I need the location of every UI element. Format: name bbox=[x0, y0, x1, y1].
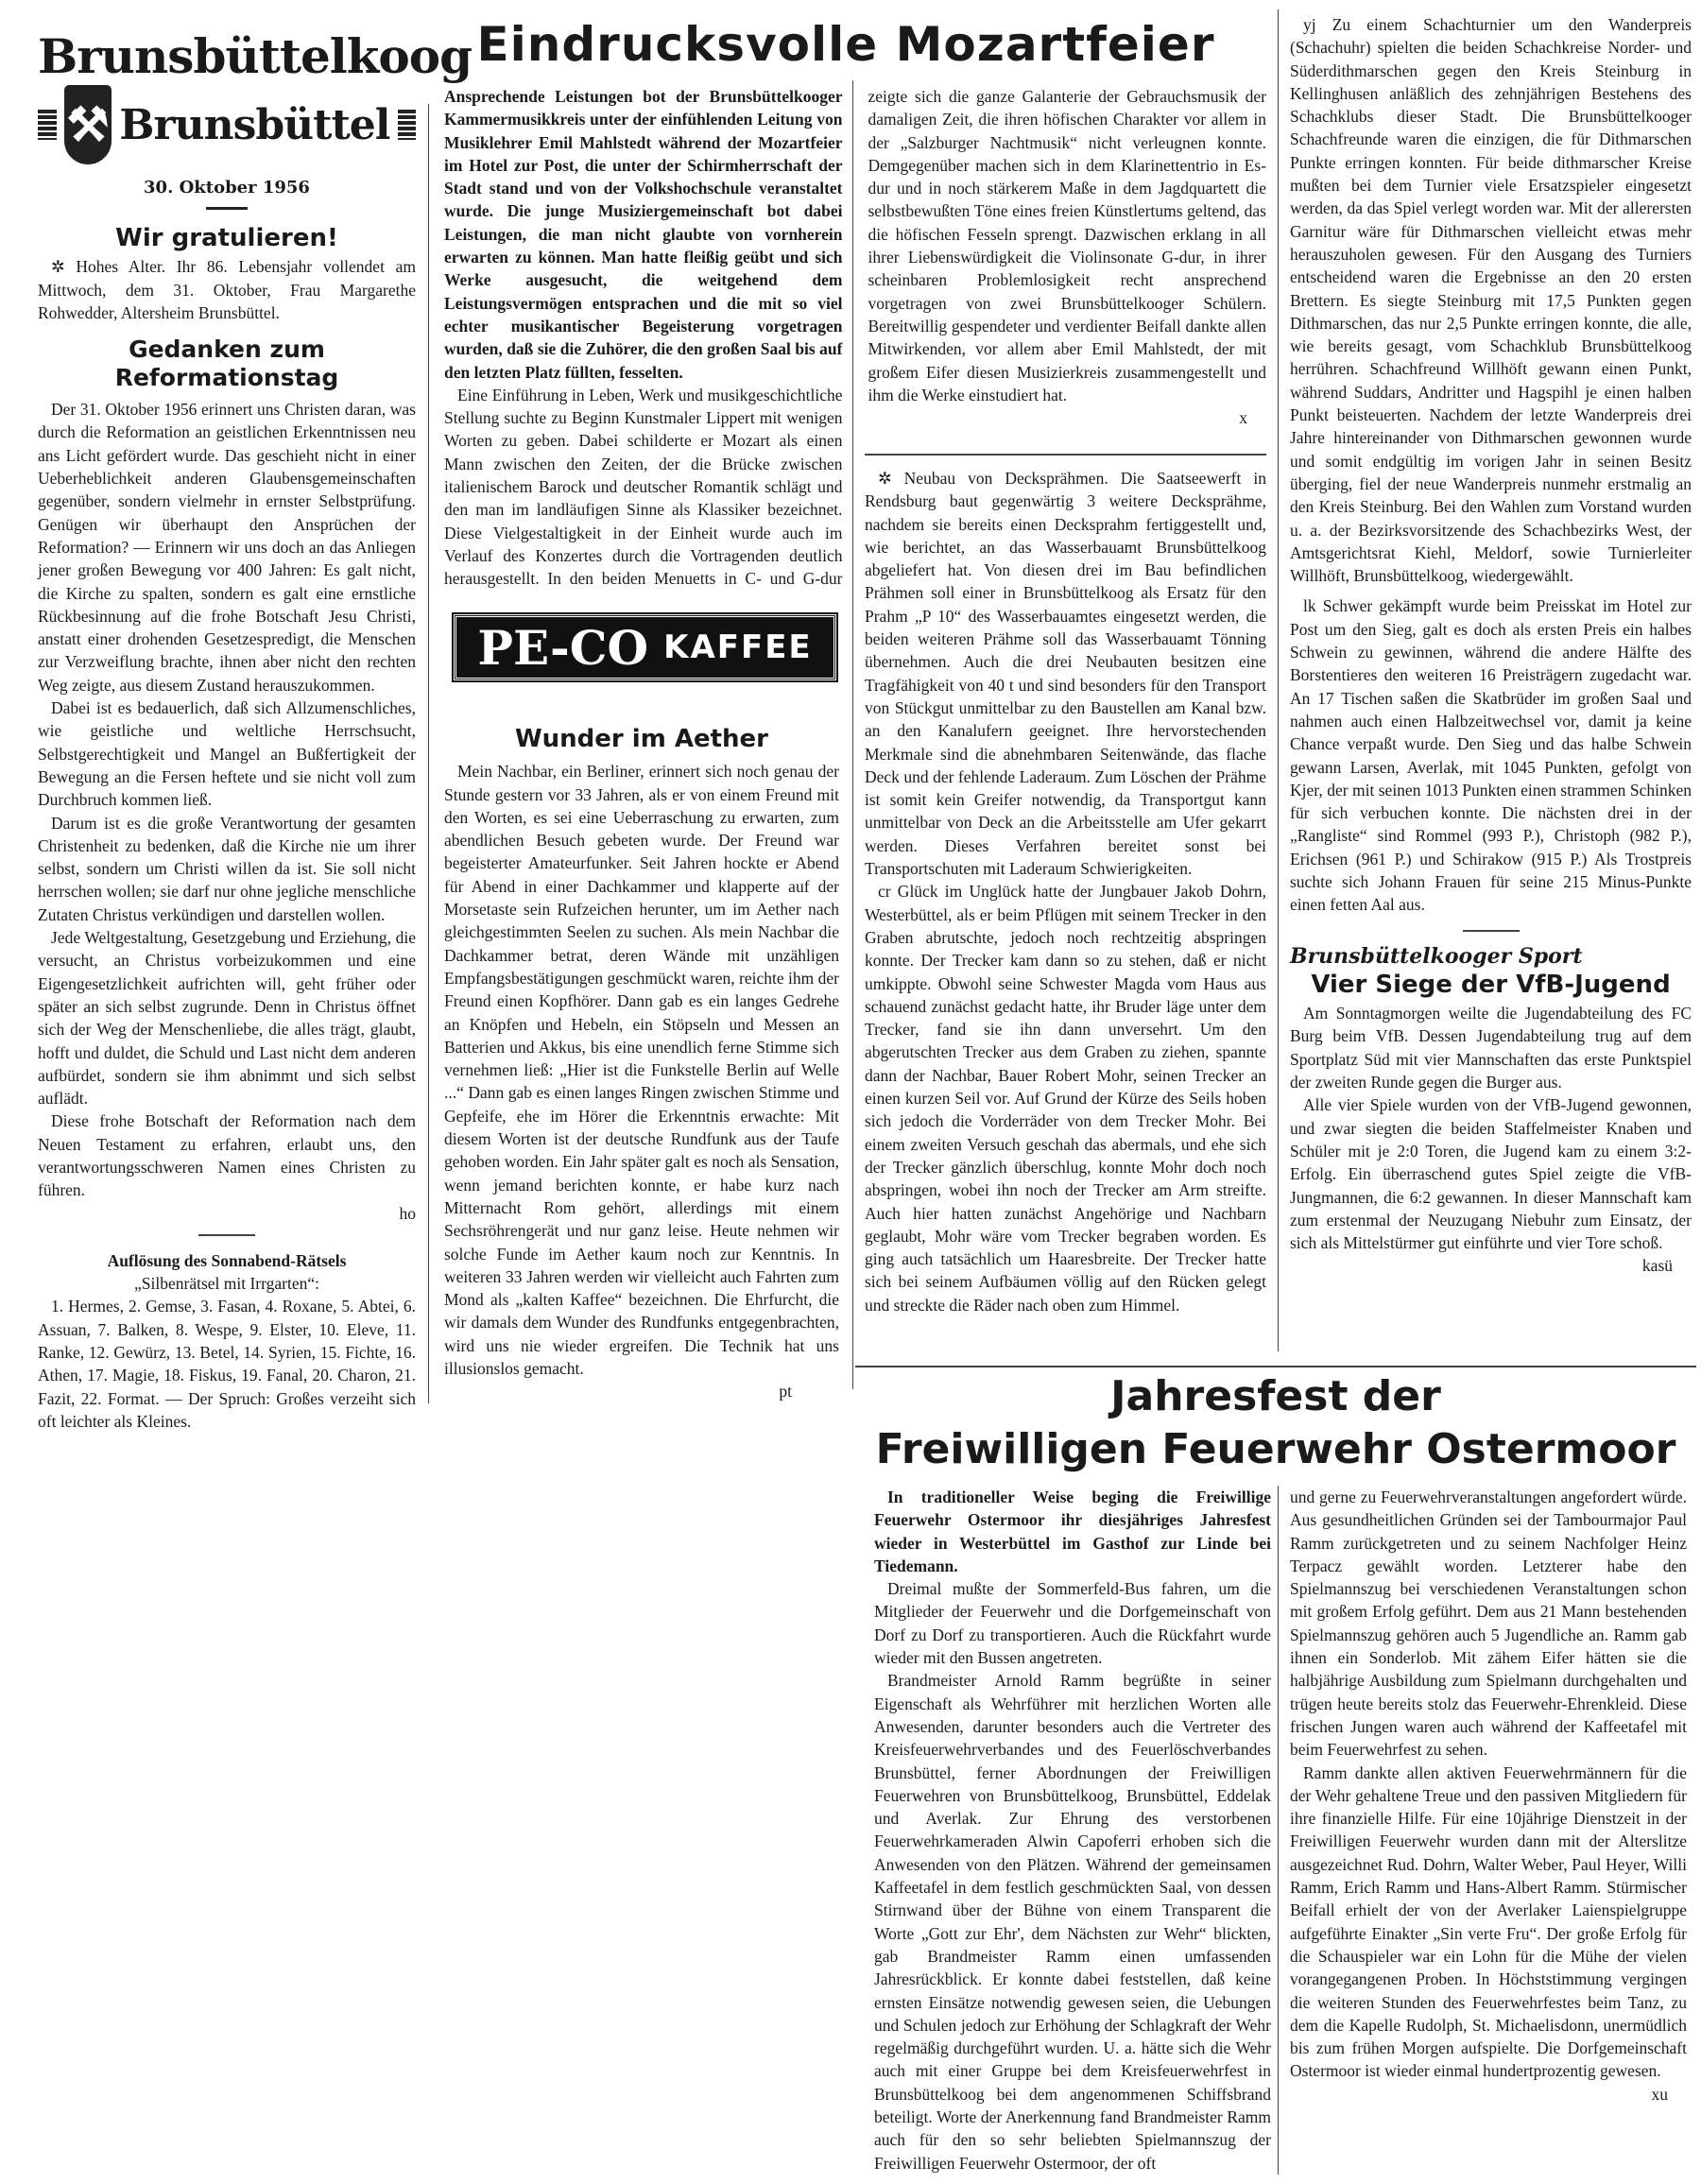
column-4 bbox=[1290, 13, 1692, 1278]
aether-paragraph: Mein Nachbar, ein Berliner, erinnert sich noch genau der Stunde gestern vor 33 Jahren, als er von einem Freund mit den Worten, es sei eine Ueberraschung zu erwarten, zum abendlichen Besuch gebeten wurde. Der Freund war begeisterter Amateurfunker. Seit Jahren hockte er Abend für Abend in einer Dachkammer und klapperte auf der Morsetaste sein Rufzeichen herunter, um im Aether nach gleichgestimmten Seelen zu suchen. Als mein Nachbar die Dachkammer betrat, deren Wände mit unzähligen Empfangsbestätigungen geschmückt waren, reichte ihm der Freund einen Kopfhörer. Dann gab es ein langes Gedrehe an Knöpfen und Hebeln, ein Stöpseln und Messen an Batterien und Akkus, bis eine unendlich ferne Stimme sich vernehmen ließ: „Hier ist die Funkstelle Berlin auf Welle ...“ Dann gab es einen langes Ringen zwischen Stimme und Gepfeife, ehe im Hörer die Erkenntnis erwachte: Mit diesem Worten ist der deutsche Rundfunk aus der Taufe gehoben worden. Ein Jahr später galt es noch als Sensation, wenn jemand berichten konnte, er habe kurz nach Mitternacht Rom gehört, allerdings mit einem Sechsröhrengerät und nur ganz leise. Heute nehmen wir solche Funde im Aether kaum noch zur Kenntnis. In weiteren 33 Jahren werden wir vielleicht auch Fahrten zum Mond als „kalten Kaffee“ bezeichnen. Die Ehrfurcht, die wir damals dem Wunder des Rundfunks entgegenbrachten, wird uns nie wieder ergreifen. Die Technik hat uns illusionslos gemacht. bbox=[444, 762, 839, 1379]
aether-article bbox=[444, 725, 839, 1403]
ribbon-left bbox=[38, 110, 57, 140]
aether-signature: pt bbox=[779, 1382, 792, 1402]
unglueck-paragraph: cr Glück im Unglück hatte der Jungbauer Jakob Dohrn, Westerbüttel, als er beim Pflügen mit seinem Trecker in den Graben abrutschte, jedoch noch rechtzeitig abspringen konnte. Der Trecker kam dann so zu stehen, daß er nicht umkippte. Obwohl seine Schwester Magda vom Haus aus schauend zunächst gedacht hatte, ihr Bruder läge unter dem Trecker, fand sie ihn dann unversehrt. Um den abgerutschten Trecker aus dem Graben zu ziehen, spannte dann der Nachbar, Bauer Robert Mohr, seinen Trecker an einen kurzen Seil vor. Auf Grund der Kürze des Seils hoben sich jedoch die Vorderräder von dem Trecker Mohr. Bei einem zweiten Versuch geschah das abermals, und ehe sich der Trecker gänzlich überschlug, konnte Mohr doch noch abspringen, wobei ihn noch der Trecker am Arm streifte. Auch hier hatten zunächst Angehörige und Nachbarn geglaubt, Mohr wäre vom Trecker begraben worden. Es ging auch tatsächlich um Haaresbreite. Der Trecker hatte sich bei seinem Aufbäumen völlig auf den Rücken gelegt und streckte die Räder nach oben zum Himmel. bbox=[865, 882, 1266, 1315]
sport-paragraph: Alle vier Spiele wurden von der VfB-Jugend gewonnen, und zwar siegten die beiden Staffelmeister Knaben und Schüler mit je 2:0 Toren, die Jugend kam zu einem 3:2-Erfolg. Ein überraschend gutes Spiel zeigte die VfB-Jungmannen, die 6:2 gewannen. In dieser Mannschaft kam zum erstenmal der Neuzugang Niebuhr zum Einsatz, der sich als Mittelstürmer gut einführte und vier Tore schoß. bbox=[1290, 1095, 1692, 1253]
aether-headline: Wunder im Aether bbox=[514, 725, 769, 753]
gratulieren-text: ✲ Hohes Alter. Ihr 86. Lebensjahr vollendet am Mittwoch, dem 31. Oktober, Frau Margarethe Rohwedder, Altersheim Brunsbüttel. bbox=[38, 257, 416, 322]
sport-signature: kasü bbox=[1641, 1256, 1673, 1276]
sport-paragraph: Am Sonntagmorgen weilte die Jugendabteilung des FC Burg beim VfB. Dessen Jugendabteilung trug auf dem Sportplatz Süd mit vier Mannschaften das erste Punktspiel der zweiten Runde gegen die Burger aus. bbox=[1290, 1004, 1692, 1092]
reformation-paragraph: Diese frohe Botschaft der Reformation nach dem Neuen Testament zu erfahren, erlaubt uns, den verantwortungsschweren Namen eines Christen zu führen. bbox=[38, 1111, 416, 1200]
masthead-subtitle: Brunsbüttel bbox=[119, 100, 390, 149]
reformation-paragraph: Dabei ist es bedauerlich, daß sich Allzumenschliches, wie geistliche und weltliche Herrschsucht, Selbstgerechtigkeit und Mangel an Bußfertigkeit der Bewegung an die Fersen heftete und sie nicht voll zum Durchbruch kommen ließ. bbox=[38, 698, 416, 810]
mozart-lead: Ansprechende Leistungen bot der Brunsbüttelkooger Kammermusikkreis unter der einfühlenden Leitung von Musiklehrer Emil Mahlstedt während der Mozartfeier im Hotel zur Post, die unter der Schirmherrschaft der Stadt stand und von der Volkshochschule veranstaltet wurde. Die junge Musiziergemeinschaft bot dabei Leistungen, die man nicht glaubte von vornherein erwarten zu können. Man hatte fleißig geübt und sich Werke ausgesucht, die weitgehend dem Leistungsvermögen entsprachen und die mit so viel echter musikantischer Begeisterung vorgetragen wurden, daß sie die Zuhörer, die den großen Saal bis auf den letzten Platz füllten, fesselten. bbox=[444, 87, 843, 382]
column-rule bbox=[428, 104, 429, 1403]
feuerwehr-paragraph: Ramm dankte allen aktiven Feuerwehrmännern für die der Wehr gehaltene Treue und den passiven Mitgliedern für ihre finanzielle Hilfe. Für eine 10jährige Dienstzeit in der Freiwilligen Feuerwehr wurden dann mit der Alterslitze ausgezeichnet Rud. Dohrn, Walter Weber, Paul Heyer, Willi Ramm, Erich Ramm und Hans-Albert Ramm. Stürmischer Beifall erhielt der von der Averlaker Laienspielgruppe aufgeführte Einakter „Sin verte Fru“. Der große Erfolg für die Schauspieler war ein Lohn für die Mühe der vielen vorangegangenen Proben. In Höchststimmung vergingen die weiteren Stunden des Feuerwehrfestes beim Tanz, zu dem die Kapelle Rudolph, St. Michaelisdonn, unermüdlich bis zum frühen Morgen aufspielte. Die Dorfgemeinschaft Ostermoor ist wieder einmal hundertprozentig gewesen. bbox=[1290, 1763, 1687, 2081]
reformation-paragraph: Darum ist es die große Verantwortung der gesamten Christenheit zu bedenken, daß die Kirche nie um ihrer selbst, sondern um Christi willen da ist. Sie soll nicht herrschen wollen; sie darf nur ohne jegliche menschliche Zutaten Christus verkündigen und darstellen wollen. bbox=[38, 813, 416, 924]
neubau-paragraph: ✲ Neubau von Decksprähmen. Die Saatseewerft in Rendsburg baut gegenwärtig 3 weitere Decksprähme, nachdem sie bereits einen Decksprahm fertiggestellt und, wie berichtet, an das Wasserbauamt Brunsbüttelkoog abgeliefert hat. Von diesen drei im Bau befindlichen Prähmen soll einer in Brunsbüttelkoog als Ersatz für den Prahm „P 10“ des Wasserbauamtes eingesetzt werden, die beiden weiteren Prähme soll das Wasserbauamt Tönning übernehmen. Auch die drei Neubauten besitzen eine Tragfähigkeit von 40 t und sind besonders für den Transport von Stückgut unmittelbar zu den Baustellen am Kanal bzw. an den Kanalufern geeignet. Ihre hervorstechenden Merkmale sind die abnehmbaren Seitenwände, das flache Deck und der fehlende Laderaum. Zum Löschen der Prähme ist somit kein Greifer notwendig, da Transportgut kann unmittelbar von Deck an die Arbeitsstelle am Ufer gekarrt werden. Dieses Verfahren bereitet sonst bei Transportschuten mit Laderaum Schwierigkeiten. bbox=[865, 469, 1266, 879]
mozart-headline: Eindrucksvolle Mozartfeier bbox=[476, 17, 1215, 72]
reformation-signature: ho bbox=[399, 1203, 416, 1223]
divider bbox=[1463, 930, 1520, 932]
mozart-paragraph: Eine Einführung in Leben, Werk und musikgeschichtliche Stellung suchte zu Beginn Kunstmaler Lippert mit wenigen Worten zu geben. Dabei schilderte er Mozart als einen Mann zwischen den Zeiten, der die Brücke zwischen italienischem Barock und deutscher Romantik schlägt und den man im landläufigen Sinne als Klassiker bezeichnet. Diese Vielgestaltigkeit in der Einheit wurde auch im Verlauf des Konzertes durch die Vortragenden deutlich herausgestellt. In den beiden Menuetts in C- und G-dur zeigte sich die ganze Galanterie der Gebrauchsmusik der damaligen Zeit, die ihren höfischen Charakter vor allem in der „Salzburger Nachtmusik“ nicht verleugnen konnte. Demgegenüber machen sich in dem Klarinettentrio in Es-dur und in noch stärkerem Maße in dem Jagdquartett die selbstbewußten Töne eines freien Künstlertums geltend, das die höfischen Fesseln sprengt. Dazwischen erklang in all ihrer Liebenswürdigkeit die Violinsonate G-dur, in ihrer scheinbaren Problemlosigkeit recht ansprechend vorgetragen von zwei Brunsbüttelkooger Schülern. Bereitwillig gespendeter und verdienter Beifall dankte allen Mitwirkenden, vor allem aber Emil Mahlstedt, der mit großem Eifer diesen Musizierkreis zusammengestellt und ihm die Werke einstudiert hat. bbox=[444, 87, 1266, 589]
schach-paragraph: yj Zu einem Schachturnier um den Wanderpreis (Schachuhr) spielten die beiden Schachkreise Norder- und Süderdithmarschen gegen den Kreis Steinburg in Kellinghusen anläßlich des zehnjährigen Bestehens des Schachklubs dieser Stadt. Die Brunsbüttelkooger Schachfreunde waren die einzigen, die für Dithmarschen Punkte erringen konnten. Für beide dithmarscher Kreise mußten bei dem Turnier viele Ersatzspieler eingesetzt werden, da das Spiel verlegt worden war. Mit der allerersten Garnitur wäre für Dithmarschen vielleicht etwas mehr herauszuholen gewesen. Für den Ausgang des Turniers entscheidend waren die Ergebnisse an den 20 ersten Brettern. Es siegte Steinburg mit 17,5 Punkten gegen Dithmarschen, das nur 2,5 Punkte erringen konnte, die alle, wie bereits gesagt, vom Schachklub Brunsbüttelkoog herrühren. Schachfreund Willhöft gewann einen Punkt, während Suddars, Andritter und Hagspihl je einen halben Punkt beisteuerten. Nachdem der letzte Wanderpreis drei Jahre hintereinander von Dithmarschen gewonnen wurde und somit endgültig im vorigen Jahr in seinen Besitz überging, fiel der neue Wanderpreis nunmehr erstmalig an den Kreis Steinburg. Bei den Wahlen zum Vorstand wurden u. a. der Bezirksvorsitzende des Schachbezirks West, der Amtsgerichtsrat Kiehl, Meldorf, sowie Turnierleiter Willhöft, Brunsbüttelkoog, wiedergewählt. bbox=[1290, 15, 1692, 586]
ad-brand: PE-CO bbox=[477, 619, 649, 676]
feuerwehr-lead: In traditioneller Weise beging die Freiwillige Feuerwehr Ostermoor ihr diesjähriges Jahresfest wieder in Westerbüttel im Gasthof zur Linde bei Tiedemann. bbox=[874, 1488, 1271, 1575]
feuerwehr-headline-line1: Jahresfest der bbox=[1110, 1372, 1441, 1420]
feuerwehr-headline-line2: Freiwilligen Feuerwehr Ostermoor bbox=[875, 1425, 1676, 1473]
masthead-title: Brunsbüttelkoog bbox=[38, 28, 472, 84]
feuerwehr-column-2 bbox=[1290, 1486, 1687, 2106]
sport-kicker: Brunsbüttelkooger Sport bbox=[1290, 943, 1583, 969]
sport-headline: Vier Siege der VfB-Jugend bbox=[1311, 970, 1671, 999]
ribbon-right bbox=[398, 110, 417, 140]
pe-co-kaffee-advertisement bbox=[454, 614, 836, 680]
feuerwehr-signature: xu bbox=[1651, 2084, 1668, 2104]
feuerwehr-paragraph: und gerne zu Feuerwehrveranstaltungen angefordert würde. Aus gesundheitlichen Gründen sei der Tambourmajor Paul Ramm zurückgetreten und zu seinem Nachfolger Heinz Terpacz gewählt worden. Letzterer habe den Spielmannszug bei verschiedenen Veranstaltungen schon mit großem Erfolg geführt. Dem aus 21 Mann bestehenden Spielmannszug gehören auch 5 Jugendliche an. Ramm gab ihnen ein Sonderlob. Mit zähem Eifer hätten sie die halbjährige Ausbildung zum Spielmann durchgehalten und trügen heute bereits stolz das Feuerwehr-Ehrenkleid. Diese frischen Jungen waren auch während der Kaffeetafel mit beim Feuerwehrfest zu sehen. bbox=[1290, 1488, 1687, 1760]
column-1 bbox=[38, 224, 416, 1433]
reformation-paragraph: Jede Weltgestaltung, Gesetzgebung und Erziehung, die versucht, an Christus vorbeizukommen und eine Eigengesetzlichkeit aufrichten will, geht früher oder später an sich selbst zugrunde. Denn in Christus öffnet sich der Weg der Menschenliebe, die alles trägt, glaubt, hofft und duldet, die Schuld und Last nicht dem anderen aufbürdet, sondern sie ihm abnimmt und sich selbst auflädt. bbox=[38, 928, 416, 1109]
column-rule bbox=[852, 80, 853, 1389]
reformation-paragraph: Der 31. Oktober 1956 erinnert uns Christen daran, was durch die Reformation an geistlichen Erkenntnissen neu ans Licht gefördert wurde. Das geschieht nicht in einer Ueberheblichkeit anderen Glaubensgemeinschaften gegenüber, sondern vielmehr in ernster Selbstprüfung. Genügen wir überhaupt den Ansprüchen der Reformation? — Erinnern wir uns doch an das Anliegen jener großen Bewegung vor 400 Jahren: Es galt nicht, die Kirche zu spalten, sondern es galt eine ernstliche Rückbesinnung auf die frohe Botschaft Jesu Christi, anstatt einer drohenden Gesetzespredigt, die Menschen zur Verzweiflung brachte, ihnen aber nicht den rechten Weg zeigte, aus diesem Zustand herauszukommen. bbox=[38, 400, 416, 695]
section-rule bbox=[855, 1366, 1696, 1367]
feuerwehr-paragraph: Dreimal mußte der Sommerfeld-Bus fahren, um die Mitglieder der Feuerwehr und die Dorfgemeinschaft von Dorf zu Dorf zu transportieren. Auch die Rückfahrt wurde wieder mit den Bussen angetreten. bbox=[874, 1579, 1271, 1668]
divider bbox=[198, 1234, 255, 1236]
issue-date: 30. Oktober 1956 bbox=[144, 178, 310, 198]
raetsel-solution: 1. Hermes, 2. Gemse, 3. Fasan, 4. Roxane, 5. Abtei, 6. Assuan, 7. Balken, 8. Wespe, 9. Elster, 10. Eleve, 11. Ranke, 12. Gewürz, 13. Betel, 14. Syrien, 15. Fichte, 16. Athen, 17. Magie, 18. Fiskus, 19. Fanal, 20. Charon, 21. Fazit, 22. Format. — Der Spruch: Großes verzeiht sich oft leichter als Kleines. bbox=[38, 1297, 416, 1431]
skat-paragraph: lk Schwer gekämpft wurde beim Preisskat im Hotel zur Post um den Sieg, galt es doch als ersten Preis ein halbes Schwein zu gewinnen, während die andere Hälfte des Borstentieres den weiteren 16 Preisträgern zugedacht war. An 17 Tischen saßen die Skatbrüder im großen Saal und nahmen auch einen Halbzeitwechsel vor, damit ja keine Chance verpaßt wurde. Den Sieg und das halbe Schwein gewann Larsen, Averlak, mit 1045 Punkten, gefolgt von Kjer, der mit seinen 1013 Punkten einen strammen Schinken für sich verbuchen konnte. Die nächsten drei in der „Rangliste“ sind Rommel (993 P.), Christoph (982 P.), Erichsen (961 P.) und Schirakow (915 P.) Als Trostpreis suchte sich Johann Frauen für seine 215 Minus-Punkte einen fetten Aal aus. bbox=[1290, 596, 1692, 915]
divider bbox=[865, 454, 1266, 456]
raetsel-headline: Auflösung des Sonnabend-Rätsels bbox=[107, 1250, 347, 1270]
feuerwehr-headline bbox=[865, 1370, 1687, 1476]
divider bbox=[206, 207, 248, 210]
mozart-signature: x bbox=[1239, 408, 1247, 428]
column-3 bbox=[865, 454, 1266, 1316]
raetsel-subtitle: „Silbenrätsel mit Irrgarten“: bbox=[134, 1274, 319, 1294]
column-rule bbox=[1278, 1486, 1279, 2175]
feuerwehr-column-1 bbox=[874, 1486, 1271, 2175]
column-rule bbox=[1278, 9, 1279, 1351]
reformation-headline: Gedanken zum Reformationstag bbox=[114, 335, 339, 392]
coat-of-arms-icon: ⚒ bbox=[64, 85, 112, 164]
feuerwehr-paragraph: Brandmeister Arnold Ramm begrüßte in seiner Eigenschaft als Wehrführer mit herzlichen Worten alle Anwesenden, darunter besonders auch die Vertreter des Kreisfeuerwehrverbandes und des Feuerlöschverbandes Brunsbüttel, ferner Abordnungen der Freiwilligen Feuerwehren von Brunsbüttelkoog, Brunsbüttel, Eddelak und Averlak. Zur Ehrung des verstorbenen Feuerwehrkameraden Alwin Capoferri erhoben sich die Anwesenden von den Plätzen. Während der gemeinsamen Kaffeetafel in dem festlich geschmückten Saal, von dessen Stirnwand über der Bühne von einem Transparent die Worte „Gott zur Ehr', dem Nächsten zur Wehr“ blickten, gab Brandmeister Ramm einen umfassenden Jahresrückblick. Er konnte dabei feststellen, daß keine ernsten Einsätze notwendig gewesen seien, die Uebungen und Schulen jedoch zur Erhöhung der Schlagkraft der Wehr regelmäßig durchgeführt wurden. U. a. hätte sich die Wehr auch mit einer Gruppe bei dem Kreisfeuerwehrfest in Brunsbüttelkoog bei dem angenommenen Schiffsbrand beteiligt. Worte der Anerkennung fand Brandmeister Ramm auch für den so sehr beliebten Spielmannszug der Freiwilligen Feuerwehr Ostermoor, der oft bbox=[874, 1671, 1271, 2173]
gratulieren-headline: Wir gratulieren! bbox=[115, 224, 338, 252]
masthead bbox=[38, 28, 472, 219]
ad-product: KAFFEE bbox=[663, 628, 813, 666]
